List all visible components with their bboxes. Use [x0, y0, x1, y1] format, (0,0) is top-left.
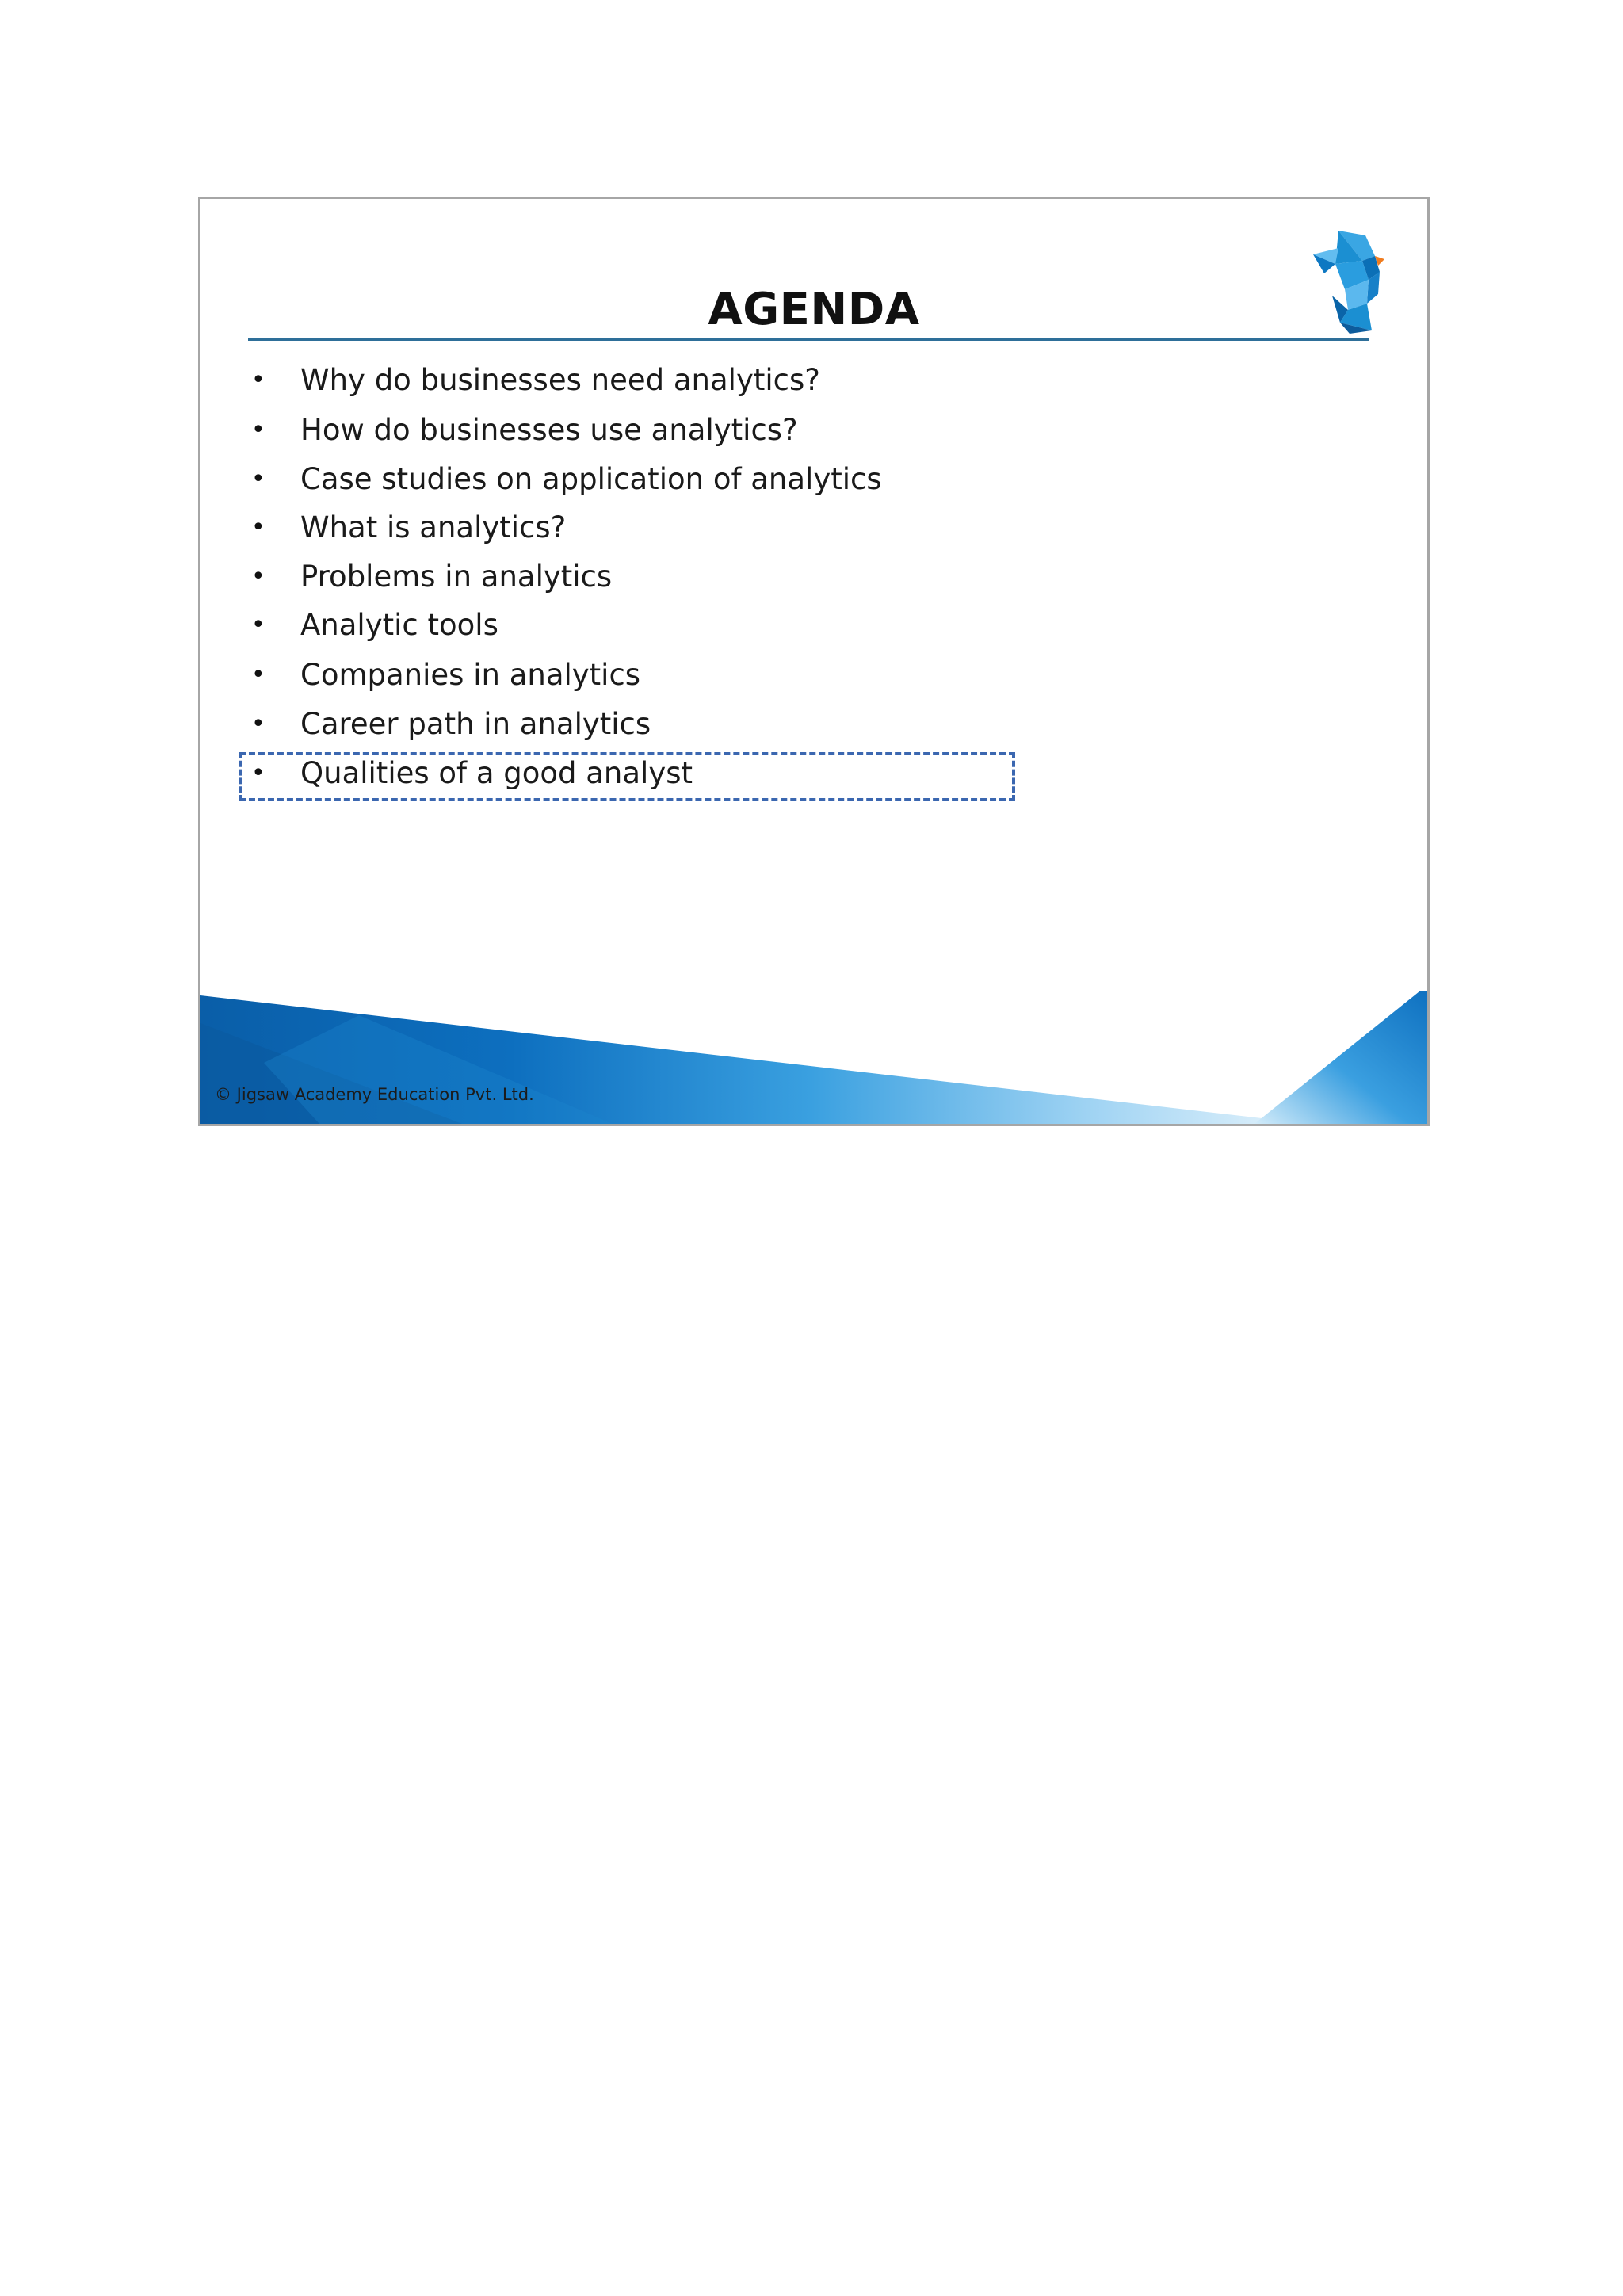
bullet-icon: • [251, 563, 265, 590]
bullet-icon: • [251, 514, 265, 541]
bullet-icon: • [251, 366, 265, 394]
bullet-icon: • [251, 465, 265, 493]
title-divider [248, 338, 1369, 341]
agenda-item-text: Companies in analytics [300, 658, 641, 692]
agenda-slide [198, 197, 1430, 1126]
agenda-item-text: Why do businesses need analytics? [300, 363, 820, 397]
bullet-icon: • [251, 710, 265, 738]
agenda-item-text: How do businesses use analytics? [300, 413, 798, 447]
agenda-item-text: Problems in analytics [300, 560, 613, 594]
agenda-item-text: Case studies on application of analytics [300, 462, 882, 496]
copyright-text: © Jigsaw Academy Education Pvt. Ltd. [215, 1085, 534, 1104]
bullet-icon: • [251, 759, 265, 787]
bullet-icon: • [251, 416, 265, 444]
bullet-icon: • [251, 611, 265, 639]
slide-title: AGENDA [708, 284, 920, 335]
highlight-dashed-box [239, 752, 1015, 801]
agenda-item-text: What is analytics? [300, 510, 567, 544]
agenda-item-text: Career path in analytics [300, 707, 651, 741]
agenda-item-text: Analytic tools [300, 608, 498, 642]
agenda-item-text: Qualities of a good analyst [300, 756, 693, 790]
bullet-icon: • [251, 661, 265, 689]
